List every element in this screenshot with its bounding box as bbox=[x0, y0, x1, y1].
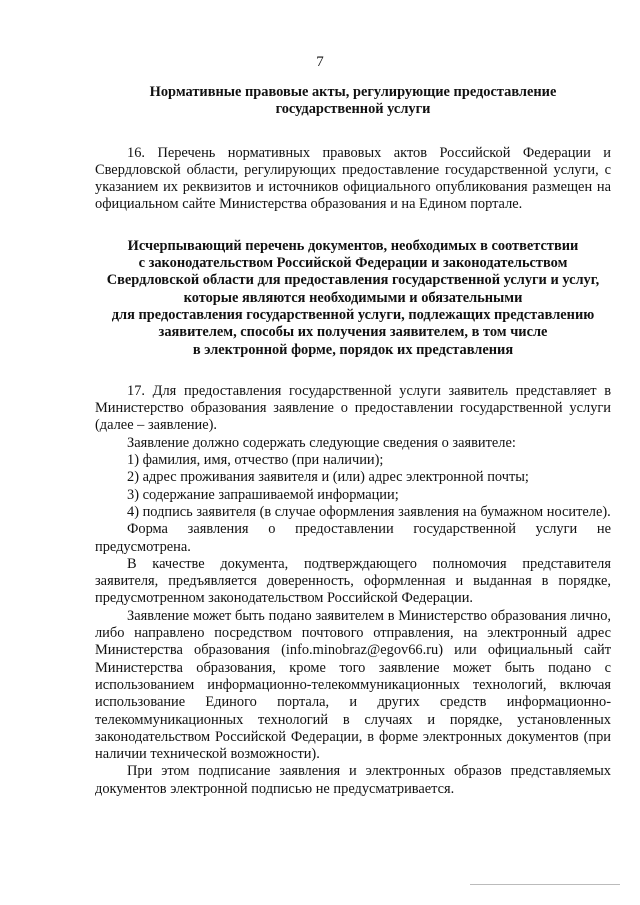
footer-rule bbox=[470, 884, 620, 885]
section-heading-documents-list bbox=[95, 238, 611, 359]
list-item: 1) фамилия, имя, отчество (при наличии); bbox=[127, 452, 384, 469]
paragraph-proxy: В качестве документа, подтверждающего полномочия представителя заявителя, предъявляется доверенность, оформленная и выданная в порядке, предусмотренном законодательством Российской Федерации. bbox=[95, 555, 611, 607]
paragraph-submission: Заявление может быть подано заявителем в Министерство образования лично, либо направлено посредством почтового отправления, на электронный адрес Министерства образования (info.minobraz@egov66.ru) или официальный сайт Министерства образования, кроме того заявление может быть подано с использованием информационно-телекоммуникационных технологий, включая использование Единого портала, и других средств информационно-телекоммуникационных технологий в случаях и порядке, установленных законодательством Российской Федерации, в форме электронных документов (при наличии технической возможности). bbox=[95, 607, 611, 763]
paragraph-form: Форма заявления о предоставлении государственной услуги не предусмотрена. bbox=[95, 521, 611, 555]
paragraph-17: 17. Для предоставления государственной услуги заявитель представляет в Министерство образования заявление о предоставлении государственной услуги (далее – заявление). bbox=[95, 382, 611, 434]
list-item: 4) подпись заявителя (в случае оформления заявления на бумажном носителе). bbox=[127, 503, 611, 520]
heading-line: государственной услуги bbox=[275, 101, 431, 118]
heading-line: заявителем, способы их получения заявителем, в том числе bbox=[158, 324, 548, 341]
heading-line: для предоставления государственной услуги, подлежащих представлению bbox=[111, 306, 595, 323]
document-body bbox=[95, 84, 611, 798]
heading-line: Исчерпывающий перечень документов, необходимых в соответствии bbox=[127, 237, 579, 254]
heading-line: Свердловской области для предоставления государственной услуги и услуг, bbox=[106, 272, 600, 289]
paragraph-contents-intro: Заявление должно содержать следующие сведения о заявителе: bbox=[127, 434, 516, 451]
paragraph-16: 16. Перечень нормативных правовых актов Российской Федерации и Свердловской области, регулирующих предоставление государственной услуги, с указанием их реквизитов и источников официального опубликования размещен на официальном сайте Министерства образования и на Едином портале. bbox=[95, 144, 611, 213]
list-item: 3) содержание запрашиваемой информации; bbox=[127, 486, 399, 503]
heading-line: с законодательством Российской Федерации и законодательством bbox=[138, 255, 568, 272]
page-number: 7 bbox=[316, 54, 324, 70]
heading-line: которые являются необходимыми и обязательными bbox=[183, 289, 523, 306]
section-heading-normative-acts bbox=[95, 84, 611, 119]
list-item: 2) адрес проживания заявителя и (или) адрес электронной почты; bbox=[127, 469, 529, 486]
heading-line: Нормативные правовые акты, регулирующие предоставление bbox=[149, 84, 557, 100]
heading-line: в электронной форме, порядок их представления bbox=[192, 341, 514, 358]
paragraph-signature: При этом подписание заявления и электронных образов представляемых документов электронной подписью не предусматривается. bbox=[95, 763, 611, 797]
